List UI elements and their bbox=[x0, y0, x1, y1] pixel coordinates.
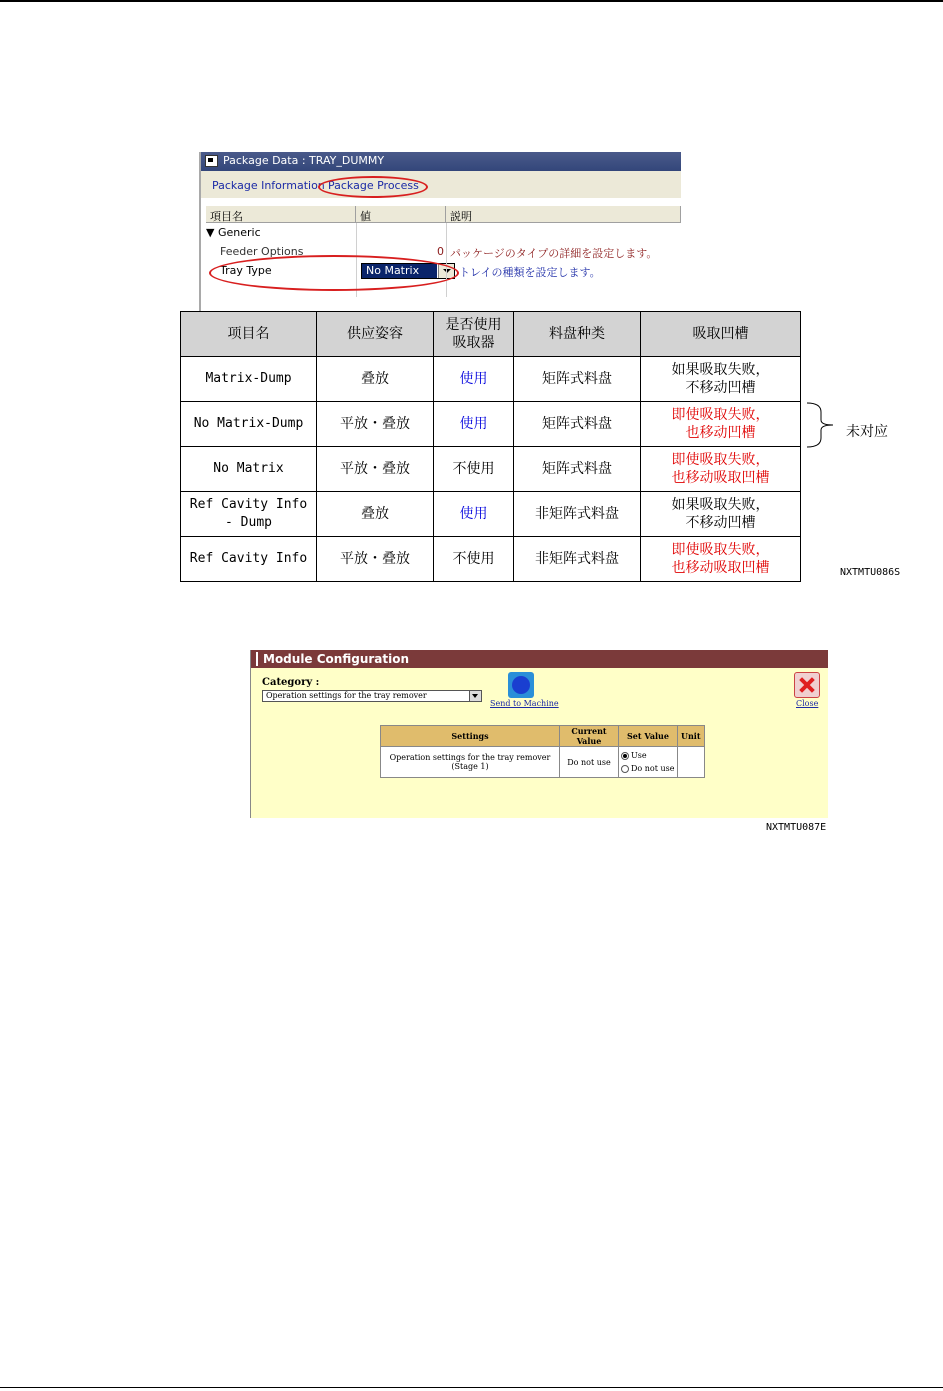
header-pick-groove: 吸取凹槽 bbox=[641, 312, 801, 357]
cell-groove: 如果吸取失败， 不移动凹槽 bbox=[641, 492, 801, 537]
top-rule bbox=[0, 0, 943, 2]
header-accent bbox=[256, 652, 258, 666]
cell-groove: 如果吸取失败， 不移动凹槽 bbox=[641, 357, 801, 402]
table-row bbox=[181, 447, 801, 492]
radio-checked-icon[interactable] bbox=[621, 752, 629, 760]
cell-type: 非矩阵式料盘 bbox=[514, 492, 641, 537]
highlight-ellipse-tray-type bbox=[209, 255, 459, 291]
property-name: Feeder Options bbox=[220, 245, 304, 258]
tab-package-information[interactable]: Package Information bbox=[212, 179, 325, 192]
radio-use[interactable]: Use bbox=[621, 749, 675, 762]
table-header-row bbox=[181, 312, 801, 357]
category-value: Operation settings for the tray remover bbox=[266, 691, 427, 700]
window-icon bbox=[205, 155, 218, 167]
setting-name: Operation settings for the tray remover (Stage 1) bbox=[381, 747, 560, 778]
tab-package-process[interactable]: Package Process bbox=[328, 179, 419, 192]
cell-groove: 即使吸取失败， 也移动吸取凹槽 bbox=[641, 537, 801, 582]
table-row bbox=[181, 402, 801, 447]
header-unit: Unit bbox=[678, 726, 705, 747]
cell-use: 使用 bbox=[434, 357, 514, 402]
module-configuration-window bbox=[250, 650, 828, 818]
cell-name: Ref Cavity Info - Dump bbox=[181, 492, 317, 537]
cell-supply: 平放・叠放 bbox=[317, 402, 434, 447]
close-button[interactable]: Close bbox=[796, 699, 819, 708]
cell-type: 矩阵式料盘 bbox=[514, 447, 641, 492]
current-value: Do not use bbox=[560, 747, 619, 778]
window-titlebar bbox=[201, 152, 681, 171]
header-set-value: Set Value bbox=[619, 726, 678, 747]
radio-do-not-use[interactable]: Do not use bbox=[621, 762, 675, 775]
unit-value bbox=[678, 747, 705, 778]
tab-bar bbox=[201, 171, 681, 198]
category-select[interactable] bbox=[262, 690, 482, 702]
cell-groove: 即使吸取失败， 也移动凹槽 bbox=[641, 402, 801, 447]
group-row[interactable] bbox=[206, 224, 681, 242]
property-description: パッケージのタイプの詳細を設定します。 bbox=[450, 247, 658, 260]
bottom-rule bbox=[0, 1387, 943, 1388]
cell-use: 不使用 bbox=[434, 537, 514, 582]
header-item-name: 项目名 bbox=[181, 312, 317, 357]
table-row bbox=[381, 747, 705, 778]
column-header-name[interactable]: 項目名 bbox=[206, 206, 356, 223]
cell-type: 矩阵式料盘 bbox=[514, 402, 641, 447]
cell-supply: 平放・叠放 bbox=[317, 537, 434, 582]
tray-type-table bbox=[180, 311, 801, 582]
settings-table bbox=[380, 725, 705, 778]
cell-supply: 叠放 bbox=[317, 492, 434, 537]
unsupported-note: 未对应 bbox=[846, 424, 888, 440]
module-header bbox=[251, 650, 828, 668]
radio-unchecked-icon[interactable] bbox=[621, 765, 629, 773]
cell-use: 使用 bbox=[434, 492, 514, 537]
cell-name: No Matrix bbox=[181, 447, 317, 492]
figure-code: NXTMTU087E bbox=[766, 822, 827, 833]
header-settings: Settings bbox=[381, 726, 560, 747]
group-generic: ▼ Generic bbox=[206, 226, 261, 239]
header-tray-type: 料盘种类 bbox=[514, 312, 641, 357]
category-label: Category : bbox=[262, 677, 320, 688]
column-header-description[interactable]: 説明 bbox=[446, 206, 681, 223]
header-current-value: Current Value bbox=[560, 726, 619, 747]
table-row bbox=[181, 537, 801, 582]
cell-name: No Matrix-Dump bbox=[181, 402, 317, 447]
dropdown-arrow-icon[interactable] bbox=[469, 691, 481, 701]
curly-brace-icon bbox=[805, 402, 835, 448]
cell-supply: 平放・叠放 bbox=[317, 447, 434, 492]
cell-name: Matrix-Dump bbox=[181, 357, 317, 402]
property-description: トレイの種類を設定します。 bbox=[459, 266, 601, 279]
close-icon[interactable] bbox=[794, 672, 820, 698]
cell-type: 矩阵式料盘 bbox=[514, 357, 641, 402]
cell-name: Ref Cavity Info bbox=[181, 537, 317, 582]
highlight-ellipse-tab bbox=[318, 176, 428, 198]
header-use-picker: 是否使用 吸取器 bbox=[434, 312, 514, 357]
cell-groove: 即使吸取失败， 也移动吸取凹槽 bbox=[641, 447, 801, 492]
cell-use: 使用 bbox=[434, 402, 514, 447]
property-value[interactable]: 0 bbox=[437, 245, 444, 258]
package-data-window bbox=[199, 152, 681, 312]
figure-code: NXTMTU086S bbox=[840, 567, 901, 578]
table-header-row bbox=[381, 726, 705, 747]
module-title: Module Configuration bbox=[263, 652, 410, 666]
set-value-options bbox=[619, 747, 678, 778]
window-title: Package Data : TRAY_DUMMY bbox=[223, 154, 385, 167]
cell-use: 不使用 bbox=[434, 447, 514, 492]
cell-supply: 叠放 bbox=[317, 357, 434, 402]
header-supply-posture: 供应姿容 bbox=[317, 312, 434, 357]
tray-type-value: No Matrix bbox=[362, 264, 437, 278]
table-row bbox=[181, 492, 801, 537]
cell-type: 非矩阵式料盘 bbox=[514, 537, 641, 582]
send-to-machine-icon[interactable] bbox=[508, 672, 534, 698]
property-name: Tray Type bbox=[220, 264, 272, 277]
grid-divider bbox=[446, 223, 447, 297]
table-row bbox=[181, 357, 801, 402]
column-header-value[interactable]: 値 bbox=[356, 206, 446, 223]
send-to-machine-button[interactable]: Send to Machine bbox=[490, 699, 559, 708]
